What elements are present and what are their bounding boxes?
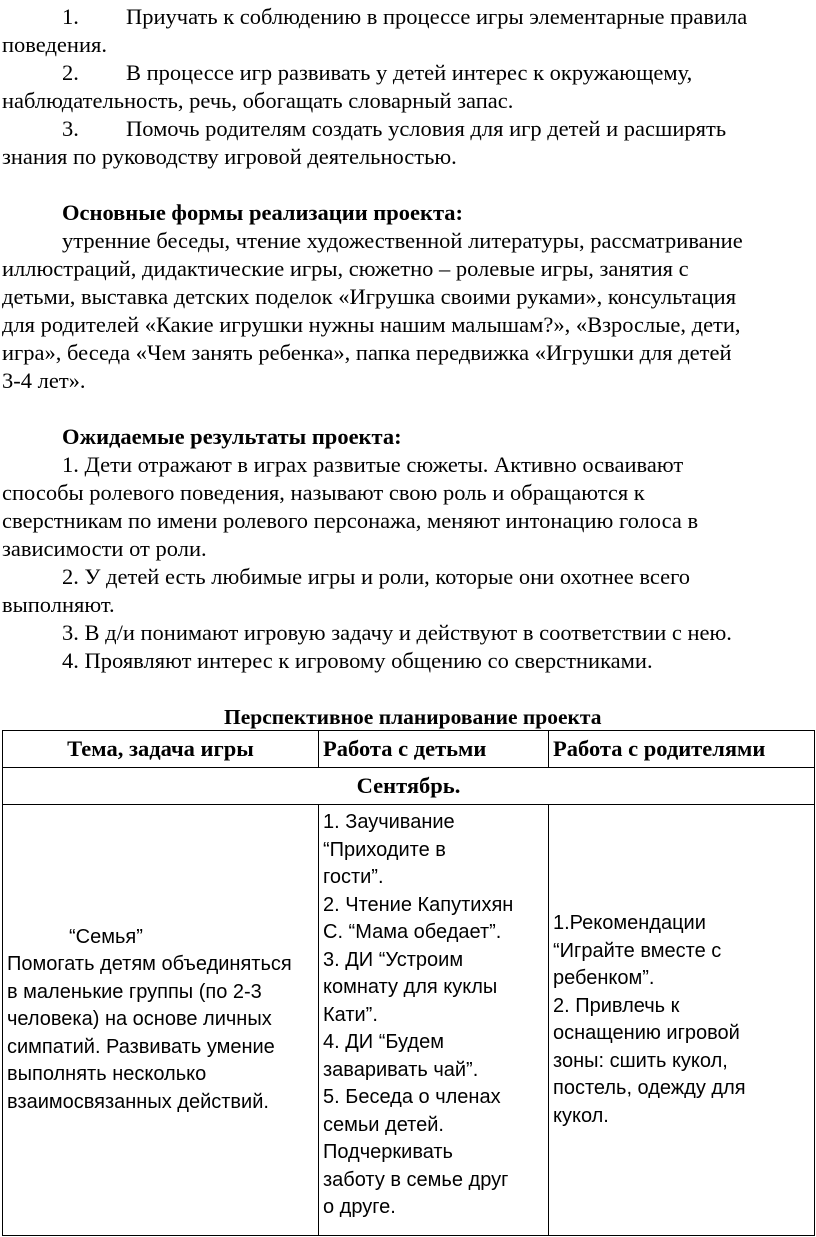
theme-line: взаимосвязанных действий. xyxy=(7,1090,269,1113)
plan-table xyxy=(2,730,815,1236)
task-number: 1. xyxy=(62,4,79,29)
theme-line: выполнять несколько xyxy=(7,1063,207,1086)
children-line: 1. Заучивание xyxy=(323,811,455,833)
task-text: В процессе игр развивать у детей интерес к окружающему, xyxy=(126,60,693,85)
children-line: 5. Беседа о членах xyxy=(323,1086,501,1108)
task-item-3-cont: знания по руководству игровой деятельностью. xyxy=(2,144,457,169)
task-item-2-cont: наблюдательность, речь, обогащать словарный запас. xyxy=(2,88,514,113)
children-line: Кати”. xyxy=(323,1003,378,1026)
children-line: Подчеркивать xyxy=(323,1141,453,1163)
theme-title: “Семья” xyxy=(69,925,143,948)
parents-line: “Играйте вместе с xyxy=(553,939,722,962)
children-cell xyxy=(319,805,549,1236)
children-line: о друге. xyxy=(323,1196,396,1218)
parents-line: зоны: сшить кукол, xyxy=(553,1049,728,1072)
parents-line: оснащению игровой xyxy=(553,1022,740,1044)
forms-paragraph-line: детьми, выставка детских поделок «Игрушка своими руками», консультация xyxy=(2,284,737,309)
forms-paragraph-line: утренние беседы, чтение художественной литературы, рассматривание xyxy=(62,228,743,253)
column-header-theme: Тема, задача игры xyxy=(3,731,319,768)
results-heading: Ожидаемые результаты проекта: xyxy=(62,424,402,449)
table-row xyxy=(3,805,815,1236)
results-line: 4. Проявляют интерес к игровому общению со сверстниками. xyxy=(62,648,653,673)
task-item-1-cont: поведения. xyxy=(2,32,107,57)
theme-line: симпатий. Развивать умение xyxy=(7,1035,275,1058)
forms-paragraph-line: иллюстраций, дидактические игры, сюжетно – ролевые игры, занятия с xyxy=(2,256,689,281)
children-line: С. “Мама обедает”. xyxy=(323,921,502,943)
column-header-parents: Работа с родителями xyxy=(549,731,815,768)
parents-line: кукол. xyxy=(553,1104,609,1127)
forms-paragraph-line: 3-4 лет». xyxy=(2,368,86,393)
theme-line: в маленькие группы (по 2-3 xyxy=(7,980,262,1003)
parents-line: ребенком”. xyxy=(553,967,655,989)
results-line: 1. Дети отражают в играх развитые сюжеты. Активно осваивают xyxy=(62,452,684,477)
task-number: 3. xyxy=(62,116,79,141)
forms-heading: Основные формы реализации проекта: xyxy=(62,200,464,225)
results-line: способы ролевого поведения, называют свою роль и обращаются к xyxy=(2,480,645,505)
children-line: 3. ДИ “Устроим xyxy=(323,948,464,971)
results-line: 3. В д/и понимают игровую задачу и действуют в соответствии с нею. xyxy=(62,620,732,645)
children-line: “Приходите в xyxy=(323,838,446,861)
plan-title: Перспективное планирование проекта xyxy=(224,705,602,729)
results-line: выполняют. xyxy=(2,592,115,617)
forms-paragraph-line: для родителей «Какие игрушки нужны нашим малышам?», «Взрослые, дети, xyxy=(2,312,741,337)
theme-line: человека) на основе личных xyxy=(7,1008,272,1031)
parents-line: 1.Рекомендации xyxy=(553,912,706,934)
parents-cell xyxy=(549,805,815,1236)
children-line: заботу в семье друг xyxy=(323,1168,509,1191)
task-text: Приучать к соблюдению в процессе игры элементарные правила xyxy=(126,4,748,29)
month-row xyxy=(3,768,815,805)
task-number: 2. xyxy=(62,60,79,85)
task-text: Помочь родителям создать условия для игр детей и расширять xyxy=(126,116,727,141)
children-line: 2. Чтение Капутихян xyxy=(323,893,514,916)
children-line: 4. ДИ “Будем xyxy=(323,1031,444,1053)
theme-line: Помогать детям объединяться xyxy=(7,953,292,976)
children-line: комнату для куклы xyxy=(323,976,498,998)
children-line: гости”. xyxy=(323,866,384,888)
column-header-children: Работа с детьми xyxy=(319,731,549,768)
month-label: Сентябрь. xyxy=(3,768,815,805)
theme-cell xyxy=(3,805,319,1236)
children-line: заваривать чай”. xyxy=(323,1058,479,1081)
table-header-row xyxy=(3,731,815,768)
forms-paragraph-line: игра», беседа «Чем занять ребенка», папка передвижка «Игрушки для детей xyxy=(2,340,732,365)
results-line: 2. У детей есть любимые игры и роли, которые они охотнее всего xyxy=(62,564,691,589)
children-line: семьи детей. xyxy=(323,1113,444,1136)
results-line: сверстникам по имени ролевого персонажа, меняют интонацию голоса в xyxy=(2,508,699,533)
parents-line: 2. Привлечь к xyxy=(553,994,680,1017)
results-line: зависимости от роли. xyxy=(2,536,207,561)
parents-line: постель, одежду для xyxy=(553,1077,746,1099)
